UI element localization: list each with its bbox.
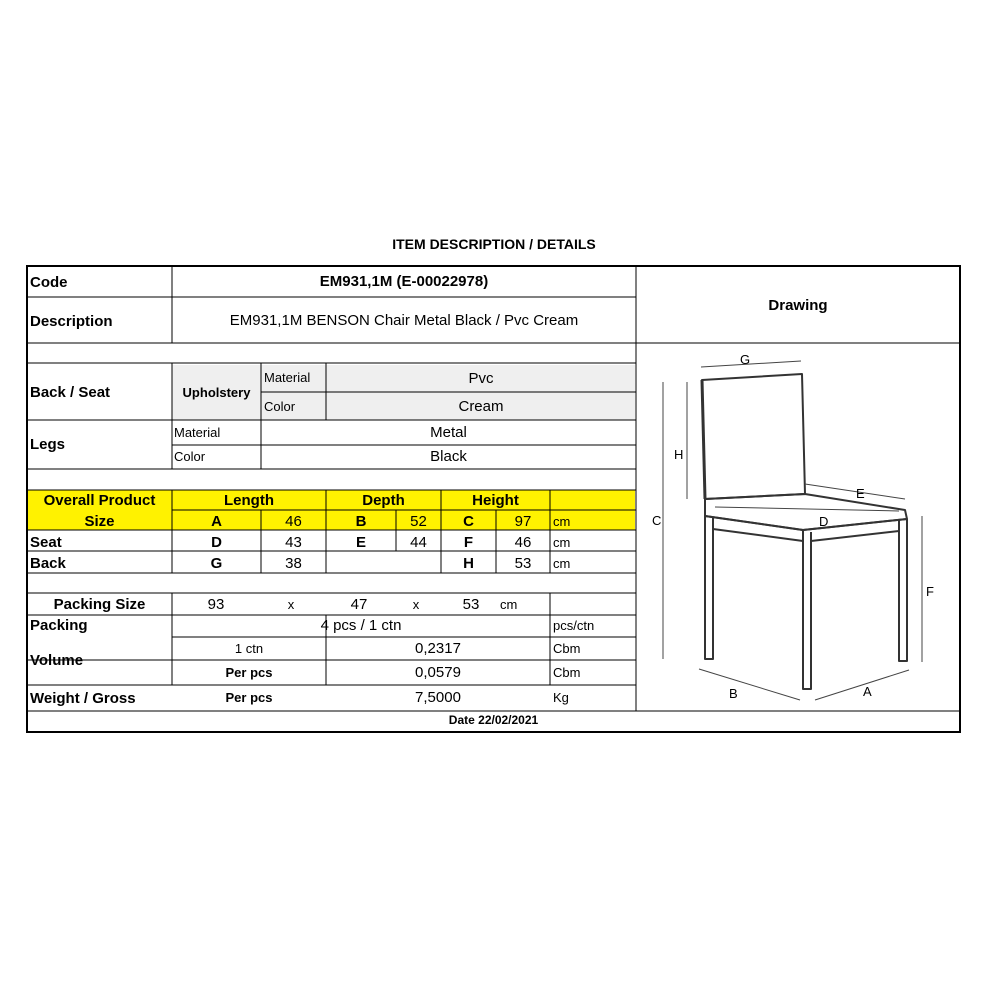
packing-value: 4 pcs / 1 ctn (320, 617, 402, 634)
dim-label-g: G (740, 352, 751, 367)
per-pcs-volume-unit: Cbm (553, 665, 581, 680)
per-pcs-weight-label: Per pcs (225, 690, 273, 705)
dim-c-letter: C (463, 513, 474, 530)
dim-h-letter: H (463, 555, 474, 572)
chair-drawing (637, 344, 959, 710)
code-label: Code (30, 274, 68, 291)
weight-label: Weight / Gross (30, 690, 136, 707)
back-seat-material-value: Pvc (468, 370, 494, 387)
packing-size-x2: x (412, 597, 420, 612)
item-details-sheet (26, 265, 961, 733)
packing-size-x1: x (287, 597, 295, 612)
date-footer: Date 22/02/2021 (448, 713, 539, 727)
legs-label: Legs (30, 436, 66, 453)
ctn-volume: 0,2317 (415, 640, 461, 657)
dim-b-letter: B (355, 513, 367, 530)
upholstery-label: Upholstery (182, 385, 251, 400)
seat-label: Seat (30, 534, 62, 551)
packing-size-label: Packing Size (53, 596, 146, 613)
dim-f-letter: F (463, 534, 474, 551)
overall-size-label (27, 493, 172, 508)
dim-label-f: F (926, 584, 934, 599)
back-label: Back (30, 555, 66, 572)
overall-size-label-line1: Overall Product (43, 492, 156, 509)
per-pcs-volume: 0,0579 (415, 664, 461, 681)
weight-value: 7,5000 (415, 689, 461, 706)
dim-a-value: 46 (285, 513, 302, 530)
packing-size-length: 93 (207, 596, 225, 613)
dim-e-value: 44 (410, 534, 427, 551)
seat-unit: cm (553, 535, 571, 550)
packing-size-height: 53 (462, 596, 480, 613)
packing-size-depth: 47 (350, 596, 368, 613)
dim-h-value: 53 (514, 555, 532, 572)
volume-label: Volume (30, 652, 84, 669)
dim-f-value: 46 (514, 534, 532, 551)
dim-label-d: D (819, 514, 829, 529)
dim-label-e: E (856, 486, 865, 501)
back-unit: cm (553, 556, 571, 571)
dim-label-h: H (674, 447, 684, 462)
description-value: EM931,1M BENSON Chair Metal Black / Pvc Cream (229, 312, 579, 329)
height-header: Height (472, 492, 519, 509)
back-seat-material-label: Material (264, 370, 311, 385)
legs-material-value: Metal (430, 424, 467, 441)
legs-color-label: Color (174, 449, 206, 464)
packing-unit: pcs/ctn (553, 618, 595, 633)
dim-a-letter: A (211, 513, 222, 530)
depth-header: Depth (362, 492, 405, 509)
dim-label-c: C (652, 513, 662, 528)
description-label: Description (30, 313, 113, 330)
legs-color-value: Black (430, 448, 467, 465)
ctn-volume-unit: Cbm (553, 641, 581, 656)
dim-d-letter: D (211, 534, 222, 551)
packing-label: Packing (30, 617, 88, 634)
back-seat-color-label: Color (264, 399, 296, 414)
back-seat-color-value: Cream (458, 398, 504, 415)
weight-unit: Kg (553, 690, 569, 705)
document-title: ITEM DESCRIPTION / DETAILS (392, 236, 596, 252)
legs-material-label: Material (174, 425, 221, 440)
overall-size-label-2: Size (84, 513, 115, 530)
per-pcs-volume-label: Per pcs (225, 665, 273, 680)
ctn-label: 1 ctn (234, 641, 264, 656)
dim-label-b: B (729, 686, 738, 701)
dim-g-letter: G (210, 555, 223, 572)
overall-unit: cm (553, 514, 571, 529)
dim-g-value: 38 (285, 555, 302, 572)
dim-c-value: 97 (514, 513, 532, 530)
dim-d-value: 43 (285, 534, 302, 551)
dim-label-a: A (863, 684, 872, 699)
code-value: EM931,1M (E-00022978) (319, 273, 489, 290)
dim-b-value: 52 (410, 513, 427, 530)
dim-e-letter: E (355, 534, 366, 551)
packing-size-unit: cm (500, 597, 518, 612)
drawing-label: Drawing (768, 297, 828, 314)
length-header: Length (224, 492, 274, 509)
back-seat-label: Back / Seat (30, 384, 111, 401)
